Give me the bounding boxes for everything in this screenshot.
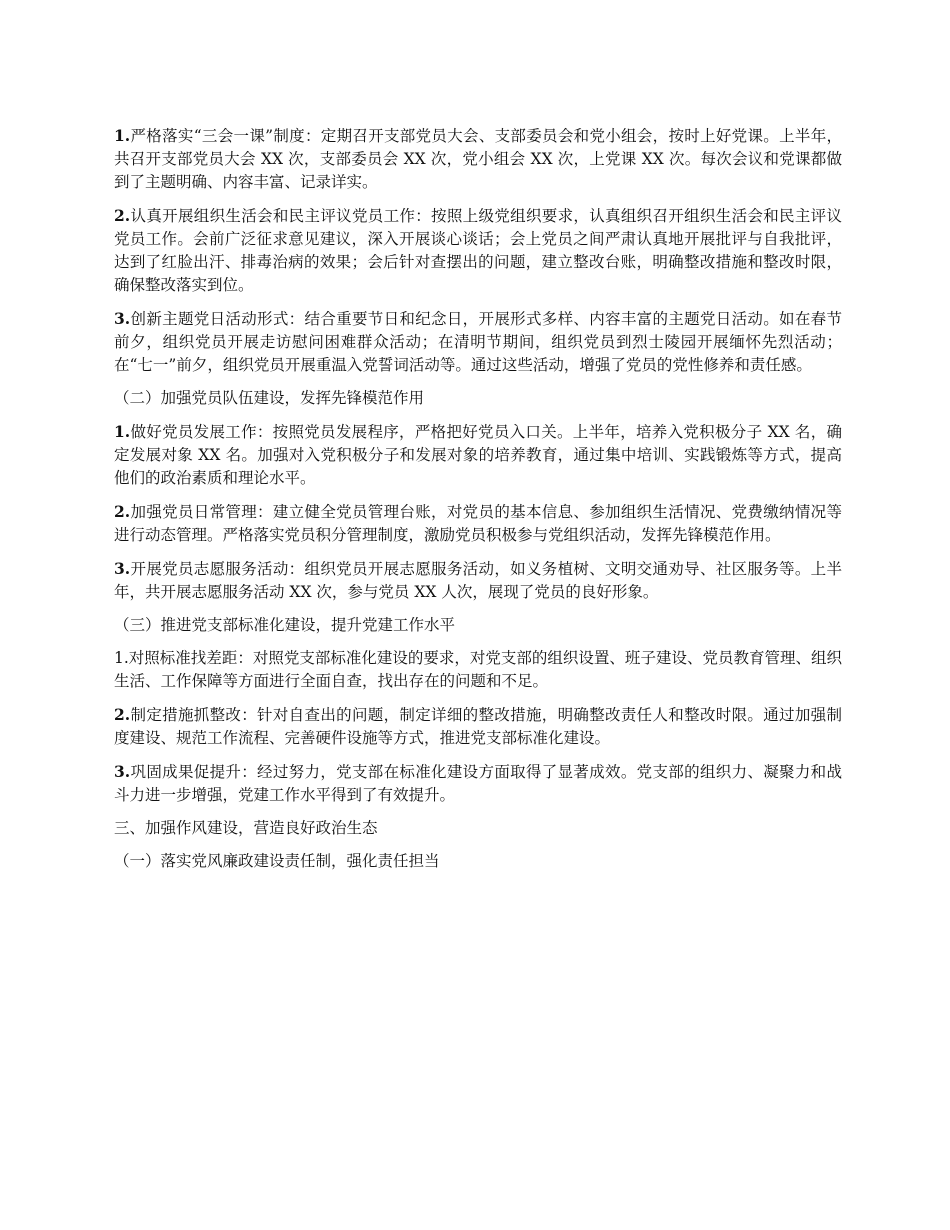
section-heading-1: （一）落实党风廉政建设责任制，强化责任担当 <box>114 852 440 870</box>
paragraph-2 <box>114 204 842 297</box>
paragraph-1 <box>114 124 842 194</box>
item-number: 3. <box>114 762 131 781</box>
paragraph-text: 制定措施抓整改：针对自查出的问题，制定详细的整改措施，明确整改责任人和整改时限。通过加强制度建设、规范工作流程、完善硬件设施等方式，推进党支部标准化建设。 <box>114 706 842 747</box>
paragraph-10 <box>114 703 842 750</box>
item-number: 3. <box>114 309 131 328</box>
item-number: 1. <box>114 422 131 441</box>
item-number: 2. <box>114 705 131 724</box>
paragraph-text: 严格落实“三会一课”制度：定期召开支部党员大会、支部委员会和党小组会，按时上好党课。上半年，共召开支部党员大会 XX 次，支部委员会 XX 次，党小组会 XX 次，上党课 XX 次。每次会议和党课都做到了主题明确、内容丰富、记录详实。 <box>114 127 842 191</box>
paragraph-7 <box>114 557 842 604</box>
paragraph-9: 1.对照标准找差距：对照党支部标准化建设的要求，对党支部的组织设置、班子建设、党员教育管理、组织生活、工作保障等方面进行全面自查，找出存在的问题和不足。 <box>114 649 842 690</box>
paragraph-text: 巩固成果促提升：经过努力，党支部在标准化建设方面取得了显著成效。党支部的组织力、凝聚力和战斗力进一步增强，党建工作水平得到了有效提升。 <box>114 763 842 804</box>
item-number: 2. <box>114 206 131 225</box>
paragraph-text: 创新主题党日活动形式：结合重要节日和纪念日，开展形式多样、内容丰富的主题党日活动。如在春节前夕，组织党员开展走访慰问困难群众活动；在清明节期间，组织党员到烈士陵园开展缅怀先烈活动；在“七一”前夕，组织党员开展重温入党誓词活动等。通过这些活动，增强了党员的党性修养和责任感。 <box>114 310 842 374</box>
paragraph-text: 做好党员发展工作：按照党员发展程序，严格把好党员入口关。上半年，培养入党积极分子 XX 名，确定发展对象 XX 名。加强对入党积极分子和发展对象的培养教育，通过集中培训、实践锻炼等方式，提高他们的政治素质和理论水平。 <box>114 423 842 487</box>
section-heading-3: （三）推进党支部标准化建设，提升党建工作水平 <box>114 616 456 634</box>
paragraph-11 <box>114 760 842 807</box>
paragraph-text: 认真开展组织生活会和民主评议党员工作：按照上级党组织要求，认真组织召开组织生活会和民主评议党员工作。会前广泛征求意见建议，深入开展谈心谈话；会上党员之间严肃认真地开展批评与自我批评，达到了红脸出汗、排毒治病的效果；会后针对查摆出的问题，建立整改台账，明确整改措施和整改时限，确保整改落实到位。 <box>114 207 842 294</box>
paragraph-text: 开展党员志愿服务活动：组织党员开展志愿服务活动，如义务植树、文明交通劝导、社区服务等。上半年，共开展志愿服务活动 XX 次，参与党员 XX 人次，展现了党员的良好形象。 <box>114 560 842 601</box>
paragraph-3 <box>114 307 842 377</box>
item-number: 1. <box>114 126 131 145</box>
document-body <box>114 124 842 883</box>
item-number: 2. <box>114 502 131 521</box>
section-heading-2: （二）加强党员队伍建设，发挥先锋模范作用 <box>114 389 425 407</box>
chapter-heading-3: 三、加强作风建设，营造良好政治生态 <box>114 819 378 837</box>
paragraph-5 <box>114 420 842 490</box>
paragraph-6 <box>114 500 842 547</box>
item-number: 3. <box>114 559 131 578</box>
paragraph-text: 加强党员日常管理：建立健全党员管理台账，对党员的基本信息、参加组织生活情况、党费缴纳情况等进行动态管理。严格落实党员积分管理制度，激励党员积极参与党组织活动，发挥先锋模范作用。 <box>114 503 842 544</box>
